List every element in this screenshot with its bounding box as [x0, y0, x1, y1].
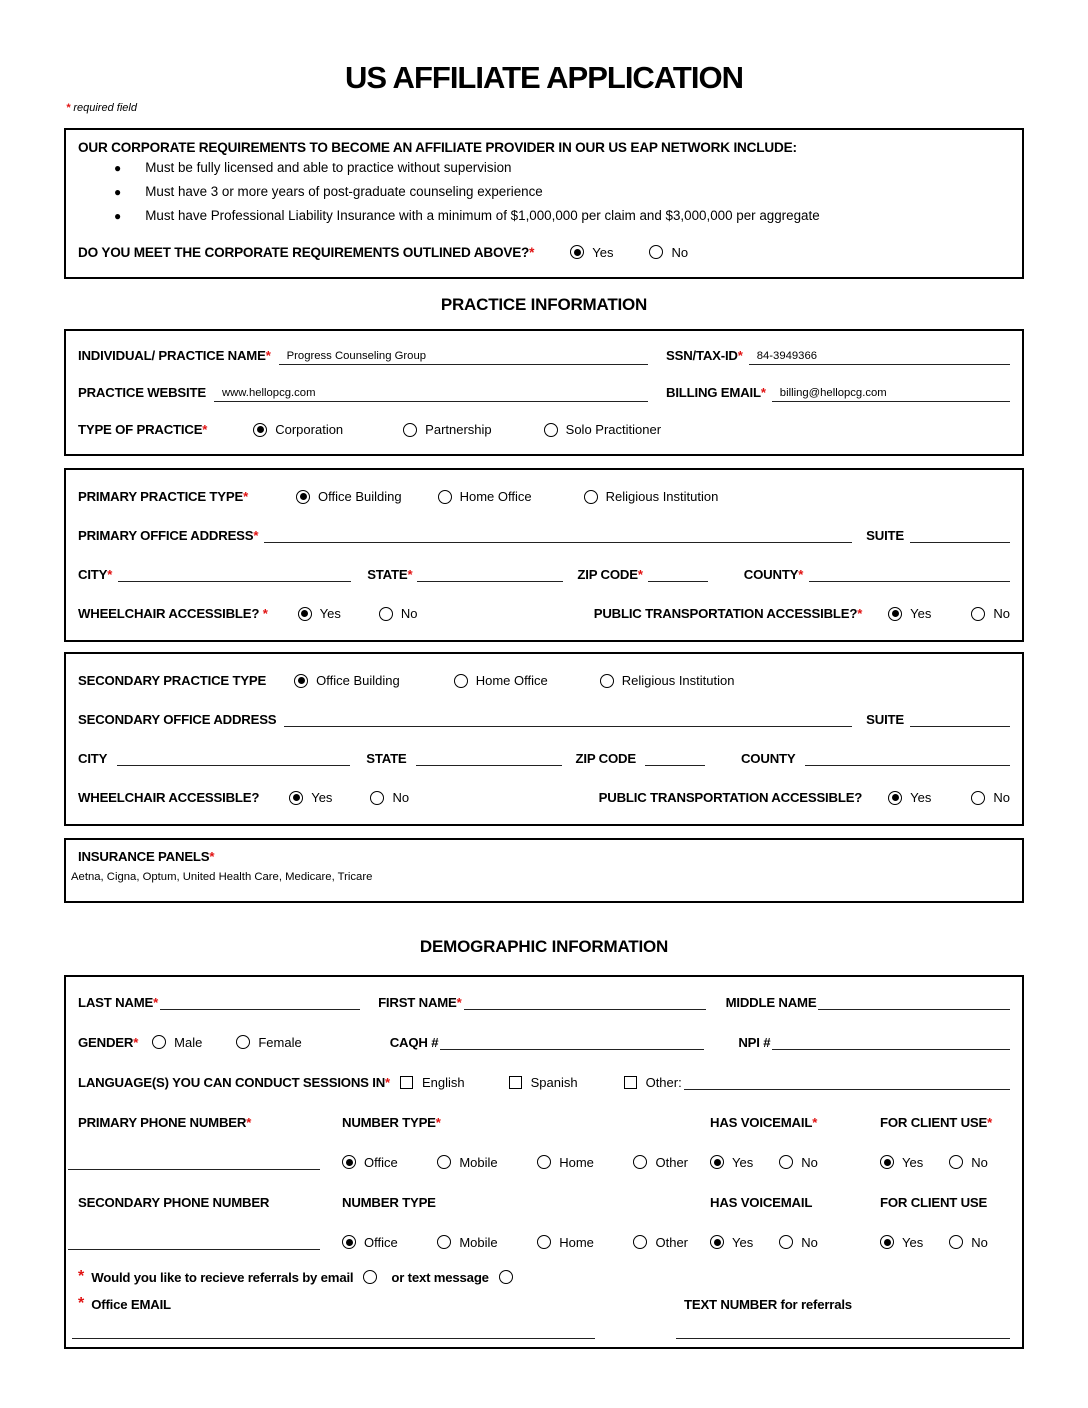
secondary-number-type-other-option[interactable] [633, 1235, 688, 1250]
radio-icon[interactable] [710, 1235, 724, 1249]
primary-accessibility-row [78, 594, 1010, 633]
option-label: English [421, 1074, 465, 1090]
practice-name-row [78, 337, 1010, 374]
primary-public-transport-label: PUBLIC TRANSPORTATION ACCESSIBLE?* [593, 606, 863, 621]
insurance-panels-box [64, 838, 1024, 903]
required-star: * [407, 567, 413, 582]
gender-label: GENDER* [78, 1034, 139, 1050]
text-number-label: TEXT NUMBER for referrals [684, 1296, 852, 1312]
requirement-bullet [78, 157, 1010, 179]
required-star: * [737, 348, 743, 363]
radio-icon[interactable] [649, 245, 663, 259]
primary-number-type-other-option[interactable] [633, 1155, 688, 1170]
required-star: * [246, 1114, 252, 1130]
required-star: * [107, 567, 113, 582]
npi-input[interactable] [772, 1035, 1010, 1050]
meet-requirements-question: DO YOU MEET THE CORPORATE REQUIREMENTS OUTLINED ABOVE?* [78, 244, 535, 260]
primary-client-use-no-option[interactable] [949, 1155, 988, 1170]
requirement-bullet-text: Must have 3 or more years of post-graduate counseling experience [145, 184, 543, 199]
option-label: Other: [645, 1074, 682, 1090]
radio-icon[interactable] [253, 423, 267, 437]
corporate-requirements-box [64, 128, 1024, 279]
practice-website-label: PRACTICE WEBSITE [78, 385, 206, 400]
required-star: * [857, 606, 863, 621]
billing-email-label: BILLING EMAIL* [666, 385, 766, 400]
secondary-number-type-home-option[interactable] [537, 1235, 594, 1250]
primary-for-client-use-label: FOR CLIENT USE* [880, 1114, 993, 1130]
option-label: Spanish [530, 1074, 578, 1090]
secondary-zip-label: ZIP CODE [575, 751, 636, 766]
demographic-information-heading: DEMOGRAPHIC INFORMATION [419, 937, 669, 956]
option-label: Other [655, 1154, 688, 1170]
option-label: No [801, 1234, 818, 1250]
required-star: * [202, 422, 208, 437]
gender-ids-row [78, 1022, 1010, 1062]
primary-phone-input[interactable] [68, 1155, 320, 1170]
radio-icon[interactable] [403, 423, 417, 437]
secondary-address-row [78, 700, 1010, 739]
insurance-panels-label: INSURANCE PANELS* [78, 849, 215, 864]
meet-requirements-no-option[interactable] [649, 245, 688, 260]
primary-phone-header-row [78, 1102, 1010, 1142]
requirement-bullet [78, 181, 1010, 203]
secondary-accessibility-row [78, 778, 1010, 817]
office-email-input[interactable] [72, 1324, 595, 1339]
option-label: No [971, 1154, 988, 1170]
option-label: Yes [902, 1234, 924, 1250]
radio-icon[interactable] [570, 245, 584, 259]
option-label: Religious Institution [621, 673, 735, 688]
radio-icon[interactable] [880, 1235, 894, 1249]
radio-icon[interactable] [888, 791, 902, 805]
middle-name-label: MIDDLE NAME [725, 994, 817, 1010]
option-label: Home Office [459, 489, 532, 504]
practice-website-input[interactable]: www.hellopcg.com [214, 383, 648, 402]
required-star: * [78, 1268, 85, 1285]
option-label: Home [559, 1154, 594, 1170]
primary-address-row [78, 516, 1010, 555]
option-label: No [392, 790, 410, 805]
ssn-taxid-input[interactable]: 84-3949366 [749, 346, 1010, 365]
primary-city-state-row [78, 555, 1010, 594]
radio-icon[interactable] [294, 674, 308, 688]
primary-zip-label: ZIP CODE* [577, 567, 643, 582]
required-star: * [243, 489, 248, 504]
required-star: * [987, 1114, 993, 1130]
primary-client-use-yes-option[interactable] [880, 1155, 923, 1170]
secondary-office-address-input[interactable] [284, 712, 852, 727]
referral-email-radio[interactable] [363, 1270, 377, 1284]
option-label: Yes [311, 790, 333, 805]
secondary-city-input[interactable] [117, 751, 350, 766]
meet-requirements-yes-option[interactable] [570, 245, 613, 260]
required-star: * [798, 567, 804, 582]
billing-email-input[interactable]: billing@hellopcg.com [772, 383, 1010, 402]
office-email-row [78, 1292, 1010, 1316]
option-label: Partnership [425, 422, 492, 437]
language-spanish-option[interactable] [509, 1075, 578, 1090]
primary-state-label: STATE* [367, 567, 413, 582]
primary-state-input[interactable] [417, 567, 563, 582]
option-label: Home Office [475, 673, 548, 688]
required-star: * [385, 1074, 390, 1090]
npi-label: NPI # [738, 1034, 771, 1050]
requirements-heading: OUR CORPORATE REQUIREMENTS TO BECOME AN AFFILIATE PROVIDER IN OUR US EAP NETWORK INCLUDE: [78, 140, 797, 155]
secondary-practice-type-row [78, 661, 1010, 700]
secondary-county-input[interactable] [805, 751, 1010, 766]
primary-type-religious-option[interactable] [584, 489, 719, 504]
primary-type-office-building-option[interactable] [296, 489, 402, 504]
referrals-preference-row [78, 1262, 1010, 1292]
option-label: No [400, 606, 418, 621]
language-other-option[interactable] [624, 1075, 682, 1090]
required-star: * [262, 606, 268, 621]
radio-icon[interactable] [298, 607, 312, 621]
option-label: Yes [732, 1154, 754, 1170]
gender-male-option[interactable] [152, 1035, 202, 1050]
name-fields-row [78, 982, 1010, 1022]
requirement-bullet-text: Must have Professional Liability Insurance with a minimum of $1,000,000 per claim and $3,000,000 per aggregate [145, 208, 820, 223]
secondary-county-label: COUNTY [740, 751, 796, 766]
primary-practice-type-row [78, 477, 1010, 516]
practice-information-box [64, 329, 1024, 456]
secondary-client-use-yes-option[interactable] [880, 1235, 923, 1250]
bullet-icon: ● [114, 185, 122, 199]
last-name-input[interactable] [160, 995, 360, 1010]
option-label: Yes [319, 606, 341, 621]
radio-icon[interactable] [584, 490, 598, 504]
secondary-practice-box [64, 652, 1024, 826]
practice-name-label: INDIVIDUAL/ PRACTICE NAME* [78, 348, 271, 363]
option-label: Mobile [459, 1234, 498, 1250]
option-label: Office [364, 1154, 398, 1170]
radio-icon[interactable] [454, 674, 468, 688]
primary-office-address-input[interactable] [264, 528, 852, 543]
primary-county-label: COUNTY* [743, 567, 804, 582]
secondary-state-input[interactable] [416, 751, 562, 766]
referral-text-radio[interactable] [499, 1270, 513, 1284]
radio-icon[interactable] [342, 1235, 356, 1249]
required-star: * [209, 849, 215, 864]
secondary-wheelchair-no-option[interactable] [370, 790, 409, 805]
primary-city-input[interactable] [118, 567, 351, 582]
office-email-label: Office EMAIL [91, 1296, 171, 1312]
practice-website-row [78, 374, 1010, 411]
radio-icon[interactable] [880, 1155, 894, 1169]
first-name-label: FIRST NAME* [378, 994, 462, 1010]
option-label: Religious Institution [605, 489, 719, 504]
radio-icon[interactable] [537, 1235, 551, 1249]
primary-number-type-office-option[interactable] [342, 1155, 398, 1170]
primary-public-transport-group [594, 594, 1010, 633]
secondary-suite-label: SUITE [866, 712, 904, 727]
type-of-practice-label: TYPE OF PRACTICE* [78, 422, 208, 437]
required-star: * [253, 528, 259, 543]
primary-county-input[interactable] [809, 567, 1010, 582]
option-label: No [993, 606, 1010, 621]
middle-name-input[interactable] [818, 995, 1010, 1010]
required-star: * [133, 1034, 139, 1050]
primary-wheelchair-yes-option[interactable] [298, 606, 341, 621]
radio-icon[interactable] [600, 674, 614, 688]
radio-icon[interactable] [971, 791, 985, 805]
primary-voicemail-no-option[interactable] [779, 1155, 818, 1170]
checkbox-icon[interactable] [400, 1076, 413, 1089]
primary-suite-input[interactable] [910, 528, 1010, 543]
secondary-phone-number-label: SECONDARY PHONE NUMBER [78, 1194, 270, 1210]
languages-label: LANGUAGE(S) YOU CAN CONDUCT SESSIONS IN* [78, 1074, 390, 1090]
referrals-text-message-text: or text message [391, 1269, 489, 1285]
primary-practice-box [64, 468, 1024, 642]
bullet-icon: ● [114, 209, 122, 223]
primary-type-home-office-option[interactable] [438, 489, 532, 504]
secondary-public-transport-yes-option[interactable] [888, 790, 931, 805]
radio-icon[interactable] [949, 1235, 963, 1249]
meet-requirements-question-row [78, 237, 1010, 267]
required-star: * [66, 102, 71, 114]
primary-wheelchair-no-option[interactable] [379, 606, 418, 621]
practice-information-heading: PRACTICE INFORMATION [440, 295, 648, 314]
referrals-by-email-text: Would you like to recieve referrals by email [91, 1269, 354, 1285]
caqh-input[interactable] [440, 1035, 704, 1050]
option-label: Yes [910, 790, 932, 805]
demographic-information-box [64, 975, 1024, 1349]
required-star: * [153, 994, 159, 1010]
radio-icon[interactable] [437, 1235, 451, 1249]
radio-icon[interactable] [710, 1155, 724, 1169]
language-english-option[interactable] [400, 1075, 465, 1090]
primary-practice-type-label: PRIMARY PRACTICE TYPE* [78, 489, 248, 504]
secondary-number-type-office-option[interactable] [342, 1235, 398, 1250]
primary-number-type-home-option[interactable] [537, 1155, 594, 1170]
primary-wheelchair-label: WHEELCHAIR ACCESSIBLE? * [78, 606, 268, 621]
secondary-type-office-building-option[interactable] [294, 673, 400, 688]
option-label: Yes [732, 1234, 754, 1250]
practice-type-partnership-option[interactable] [403, 422, 491, 437]
secondary-public-transport-group [599, 778, 1010, 817]
secondary-type-home-office-option[interactable] [454, 673, 548, 688]
secondary-city-state-row [78, 739, 1010, 778]
radio-icon[interactable] [342, 1155, 356, 1169]
secondary-zip-input[interactable] [645, 751, 705, 766]
secondary-phone-input[interactable] [68, 1235, 320, 1250]
required-star: * [265, 348, 271, 363]
languages-row [78, 1062, 1010, 1102]
radio-icon[interactable] [370, 791, 384, 805]
option-label: Yes [910, 606, 932, 621]
secondary-wheelchair-yes-option[interactable] [289, 790, 332, 805]
gender-female-option[interactable] [236, 1035, 301, 1050]
radio-icon[interactable] [633, 1235, 647, 1249]
practice-type-corporation-option[interactable] [253, 422, 343, 437]
required-star: * [78, 1295, 85, 1312]
primary-city-label: CITY* [78, 567, 113, 582]
first-name-input[interactable] [464, 995, 706, 1010]
radio-icon[interactable] [544, 423, 558, 437]
option-label: Male [174, 1034, 203, 1050]
secondary-public-transport-no-option[interactable] [971, 790, 1010, 805]
primary-suite-label: SUITE [866, 528, 904, 543]
required-star: * [760, 385, 766, 400]
radio-icon[interactable] [888, 607, 902, 621]
secondary-type-religious-option[interactable] [600, 673, 735, 688]
option-label: Female [258, 1034, 302, 1050]
required-star: * [456, 994, 462, 1010]
required-star: * [637, 567, 643, 582]
radio-icon[interactable] [379, 607, 393, 621]
radio-icon[interactable] [779, 1235, 793, 1249]
radio-icon[interactable] [779, 1155, 793, 1169]
secondary-voicemail-yes-option[interactable] [710, 1235, 753, 1250]
primary-public-transport-no-option[interactable] [971, 606, 1010, 621]
secondary-office-address-label: SECONDARY OFFICE ADDRESS [78, 712, 277, 727]
checkbox-icon[interactable] [624, 1076, 637, 1089]
bottom-inputs-row [78, 1316, 1010, 1343]
bullet-icon: ● [114, 161, 122, 175]
option-label: Home [559, 1234, 594, 1250]
radio-icon[interactable] [971, 607, 985, 621]
secondary-public-transport-label: PUBLIC TRANSPORTATION ACCESSIBLE? [598, 790, 863, 805]
language-other-input[interactable] [684, 1075, 1010, 1090]
secondary-state-label: STATE [366, 751, 407, 766]
last-name-label: LAST NAME* [78, 994, 159, 1010]
primary-phone-input-row [78, 1142, 1010, 1182]
primary-office-address-label: PRIMARY OFFICE ADDRESS* [78, 528, 259, 543]
secondary-city-label: CITY [78, 751, 108, 766]
primary-phone-number-label: PRIMARY PHONE NUMBER* [78, 1114, 252, 1130]
option-label: Solo Practitioner [565, 422, 662, 437]
secondary-client-use-no-option[interactable] [949, 1235, 988, 1250]
checkbox-icon[interactable] [509, 1076, 522, 1089]
radio-icon[interactable] [236, 1035, 250, 1049]
required-note-text: required field [73, 102, 137, 114]
required-star: * [529, 244, 535, 260]
option-label: No [971, 1234, 988, 1250]
radio-icon[interactable] [296, 490, 310, 504]
secondary-practice-type-label: SECONDARY PRACTICE TYPE [78, 673, 267, 688]
option-label: Corporation [275, 422, 344, 437]
secondary-phone-input-row [78, 1222, 1010, 1262]
option-label: Yes [902, 1154, 924, 1170]
radio-icon[interactable] [289, 791, 303, 805]
primary-public-transport-yes-option[interactable] [888, 606, 931, 621]
option-label: Yes [592, 244, 614, 260]
secondary-has-voicemail-label: HAS VOICEMAIL [710, 1194, 813, 1210]
ssn-taxid-label: SSN/TAX-ID* [666, 348, 743, 363]
option-label: No [993, 790, 1010, 805]
primary-number-type-label: NUMBER TYPE* [342, 1114, 441, 1130]
primary-voicemail-yes-option[interactable] [710, 1155, 753, 1170]
secondary-suite-input[interactable] [910, 712, 1010, 727]
secondary-number-type-label: NUMBER TYPE [342, 1194, 436, 1210]
required-field-note [66, 102, 1088, 114]
secondary-number-type-mobile-option[interactable] [437, 1235, 497, 1250]
radio-icon[interactable] [633, 1155, 647, 1169]
option-label: Office [364, 1234, 398, 1250]
requirement-bullet [78, 205, 1010, 227]
insurance-panels-value[interactable]: Aetna, Cigna, Optum, United Health Care, Medicare, Tricare [71, 871, 373, 883]
practice-name-input[interactable]: Progress Counseling Group [279, 346, 648, 365]
radio-icon[interactable] [537, 1155, 551, 1169]
secondary-phone-header-row [78, 1182, 1010, 1222]
option-label: Office Building [318, 489, 402, 504]
secondary-for-client-use-label: FOR CLIENT USE [880, 1194, 988, 1210]
required-star: * [435, 1114, 441, 1130]
required-star: * [812, 1114, 818, 1130]
option-label: Other [655, 1234, 688, 1250]
radio-icon[interactable] [949, 1155, 963, 1169]
radio-icon[interactable] [437, 1155, 451, 1169]
option-label: Mobile [459, 1154, 498, 1170]
secondary-voicemail-no-option[interactable] [779, 1235, 818, 1250]
radio-icon[interactable] [152, 1035, 166, 1049]
option-label: No [801, 1154, 818, 1170]
caqh-label: CAQH # [389, 1034, 439, 1050]
text-number-input[interactable] [676, 1324, 1010, 1339]
page-title: US AFFILIATE APPLICATION [345, 60, 743, 95]
type-of-practice-row [78, 411, 1010, 448]
secondary-wheelchair-label: WHEELCHAIR ACCESSIBLE? [78, 790, 260, 805]
primary-has-voicemail-label: HAS VOICEMAIL* [710, 1114, 818, 1130]
requirement-bullet-text: Must be fully licensed and able to practice without supervision [145, 160, 512, 175]
option-label: Office Building [316, 673, 400, 688]
radio-icon[interactable] [438, 490, 452, 504]
primary-number-type-mobile-option[interactable] [437, 1155, 497, 1170]
primary-zip-input[interactable] [648, 567, 708, 582]
option-label: No [671, 244, 689, 260]
practice-type-solo-option[interactable] [544, 422, 661, 437]
